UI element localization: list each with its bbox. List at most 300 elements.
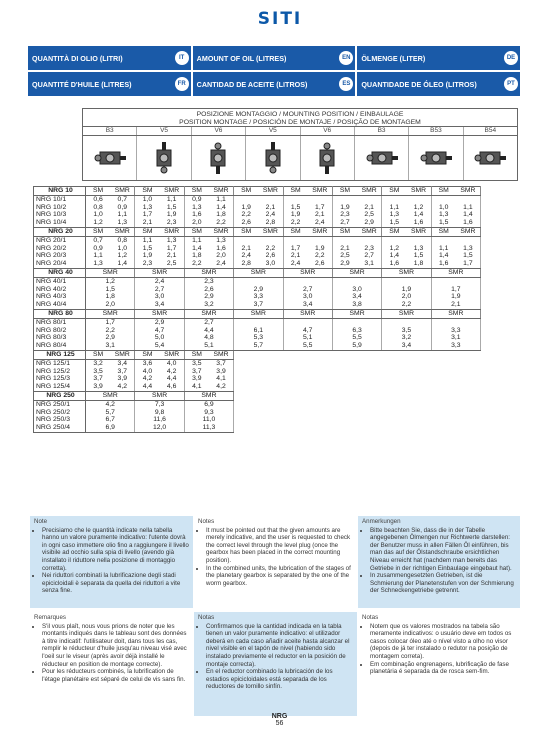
table-cell: 6,9 (86, 424, 135, 432)
sm-header: SM (431, 187, 456, 196)
table-row (34, 400, 481, 408)
table-row (34, 409, 481, 417)
table-cell: 3,9 (110, 375, 135, 383)
group-name: NRG 125 (34, 350, 86, 359)
table-cell: 1,7 (456, 260, 481, 268)
table-cell: 1,4 (192, 244, 202, 252)
smr-header: SMR (456, 187, 481, 196)
table-cell: 3,9 (192, 375, 202, 383)
table-cell: 1,7 (160, 245, 185, 253)
table-cell: 2,6 (234, 219, 259, 227)
position-code: B3 (83, 127, 137, 135)
smr-header: SMR (86, 309, 135, 318)
table-cell: 1,7 (290, 244, 301, 252)
note-de: Anmerkungen • Bitte beachten Sie, dass die in der Tabelle angegebenen Ölmengen nur Richtwerte darstellen: der Benutzer muss in allen Fällen Öl einführen, bis man das auf der Ölstandschraube ersichtlichen Niveau erreicht hat (nachdem man bereits das Getriebe in der richtigen Einbaulage eingebaut hat). • In zusammengesetzten Getrieben, ist die Schmierung der Planetenstufen von der Schmierung der Schneckengetriebe getrennt. (358, 516, 520, 608)
table-cell (283, 277, 332, 285)
smr-header: SMR (234, 309, 283, 318)
smr-header: SMR (357, 227, 382, 236)
flag-en-icon: EN (339, 51, 353, 65)
table-cell: 1,4 (406, 211, 431, 219)
table-cell: 2,1 (357, 204, 382, 212)
table-cell: 3,1 (86, 342, 135, 350)
smr-header: SMR (135, 309, 184, 318)
table-cell: 2,0 (382, 293, 431, 301)
smr-header: SMR (406, 187, 431, 196)
table-cell: 4,2 (209, 383, 234, 391)
oil-quantity-table (33, 186, 481, 433)
smr-header: SMR (110, 350, 135, 359)
table-cell: 2,2 (382, 301, 431, 309)
smr-header: SMR (184, 391, 233, 400)
smr-header: SMR (86, 391, 135, 400)
table-cell (456, 236, 481, 244)
table-cell (406, 195, 431, 203)
table-cell: 1,6 (431, 260, 456, 268)
table-cell: 3,4 (283, 301, 332, 309)
smr-header: SMR (209, 227, 234, 236)
table-row (34, 368, 481, 376)
table-cell: 3,3 (234, 293, 283, 301)
table-cell: 2,9 (86, 334, 135, 342)
table-cell: 1,5 (382, 219, 407, 227)
table-cell: 2,6 (258, 252, 283, 260)
table-cell (234, 318, 283, 326)
table-cell: 2,2 (308, 252, 333, 260)
table-cell: 1,2 (406, 204, 431, 212)
table-cell: 4,0 (160, 359, 185, 367)
position-code: B53 (409, 127, 463, 135)
group-name: NRG 80 (34, 309, 86, 318)
table-cell (308, 195, 333, 203)
table-cell (332, 318, 381, 326)
table-cell: 2,1 (241, 244, 251, 252)
table-cell: 2,9 (135, 318, 184, 326)
sm-header: SM (135, 227, 160, 236)
smr-header: SMR (283, 268, 332, 277)
table-cell: 1,4 (209, 204, 234, 212)
smr-header: SMR (382, 309, 431, 318)
table-cell: 5,1 (283, 334, 332, 342)
table-cell: 1,5 (290, 203, 301, 211)
row-label: NRG 80/1 (34, 318, 86, 326)
table-cell: 1,2 (86, 219, 111, 227)
table-cell: 1,3 (110, 219, 135, 227)
table-cell (332, 236, 357, 244)
table-cell: 0,6 (93, 195, 103, 203)
table-row (34, 293, 481, 301)
note-it: Note • Precisiamo che le quantità indicate nella tabella hanno un valore puramente indicativo: l'utente dovrà in ogni caso immettere olio fino a raggiungere il livello visibile ad occhio sulla spia di livello (avendo già installato il riduttore nella posizione di montaggio corretta). • Nei riduttori combinati la lubrificazione degli stadi epicicloidali è separata da quella dei riduttori a vite senza fine. (30, 516, 193, 608)
sm-header: SM (332, 187, 357, 196)
table-cell: 2,8 (234, 260, 259, 268)
table-cell: 3,1 (357, 260, 382, 268)
table-cell: 2,0 (209, 252, 234, 260)
notes-section (30, 516, 520, 716)
position-code: B3 (355, 127, 409, 135)
group-header-row (34, 187, 481, 196)
table-cell: 4,4 (160, 375, 185, 383)
table-cell: 4,7 (283, 327, 332, 335)
table-row (34, 211, 481, 219)
lang-header-fr: QUANTITÉ D'HUILE (LITRES) FR (28, 72, 191, 96)
table-cell (431, 318, 480, 326)
row-label: NRG 125/1 (34, 359, 86, 367)
flag-de-icon: DE (504, 51, 518, 65)
siti-logo: SITI (257, 9, 303, 29)
row-label: NRG 40/4 (34, 301, 86, 309)
smr-header: SMR (110, 187, 135, 196)
table-cell: 3,9 (209, 368, 234, 376)
sm-header: SM (382, 187, 407, 196)
table-cell: 1,8 (86, 293, 135, 301)
table-cell (431, 195, 456, 203)
table-cell: 1,2 (110, 252, 135, 260)
row-label: NRG 80/4 (34, 342, 86, 350)
table-cell (456, 195, 481, 203)
note-pt: Notas • Notem que os valores mostrados na tabela são meramente indicativos: o usuário deve em todos os casos colocar óleo até o nível visto a olho no visor (depois de já ter instalado o redutor na posição de montagem correta). • Em combinação engrenagens, lubrificação de fase planetária é separada da de rosca sem-fim. (358, 612, 520, 716)
position-codes-row (82, 126, 518, 135)
table-cell: 11,0 (184, 416, 233, 424)
table-cell: 2,2 (209, 219, 234, 227)
gearbox-v5-icon (146, 140, 182, 176)
table-cell (382, 277, 431, 285)
table-cell: 0,7 (93, 236, 103, 244)
smr-header: SMR (431, 309, 480, 318)
sm-header: SM (184, 187, 209, 196)
table-cell: 1,7 (308, 204, 333, 212)
table-cell (258, 236, 283, 244)
table-cell: 4,4 (184, 327, 233, 335)
lang-header-it: QUANTITÀ DI OLIO (LITRI) IT (28, 46, 191, 70)
table-row (34, 334, 481, 342)
page-footer (0, 713, 559, 727)
table-cell: 1,3 (456, 245, 481, 253)
row-label: NRG 80/2 (34, 327, 86, 335)
group-header-row (34, 309, 481, 318)
table-cell: 0,8 (93, 203, 103, 211)
table-cell: 2,2 (258, 245, 283, 253)
table-cell: 1,1 (209, 195, 234, 203)
smr-header: SMR (160, 227, 185, 236)
table-cell: 0,7 (110, 195, 135, 203)
table-cell: 2,9 (234, 286, 283, 294)
table-cell: 5,9 (332, 342, 381, 350)
table-cell: 1,4 (456, 211, 481, 219)
table-cell: 1,3 (160, 236, 185, 244)
gearbox-v5-combined-icon (255, 140, 291, 176)
row-label: NRG 250/1 (34, 400, 86, 408)
table-cell: 2,7 (357, 252, 382, 260)
table-cell: 0,9 (192, 195, 202, 203)
lang-header-pt: QUANTIDADE DE ÓLEO (LITROS) PT (357, 72, 520, 96)
smr-header: SMR (160, 350, 185, 359)
table-cell: 1,9 (308, 245, 333, 253)
table-cell: 3,4 (382, 342, 431, 350)
table-cell: 1,9 (382, 286, 431, 294)
table-cell: 9,8 (135, 409, 184, 417)
group-header-row (34, 391, 481, 400)
table-cell (258, 195, 283, 203)
smr-header: SMR (308, 187, 333, 196)
smr-header: SMR (332, 309, 381, 318)
table-cell (357, 195, 382, 203)
table-cell (382, 195, 407, 203)
table-cell: 1,2 (86, 277, 135, 285)
row-label: NRG 250/3 (34, 416, 86, 424)
table-cell: 1,6 (406, 219, 431, 227)
note-fr: Remarques • S'il vous plaît, nous vous prions de noter que les montants indiqués dans le tableau sont des données à titre indicatif: l'utilisateur doit, dans tous les cas, remplir le réducteur d'huile jusqu'au niveau visé avec l'oeil sur le viseur (après avoir déjà installé le réducteur en position de montage correcte). • Pour les réducteurs combinés, la lubrification de l'étage planétaire est séparé de celui de vis sans fin. (30, 612, 193, 716)
table-cell: 6,1 (234, 327, 283, 335)
table-cell: 3,2 (184, 301, 233, 309)
sm-header: SM (86, 350, 111, 359)
smr-header: SMR (357, 187, 382, 196)
table-cell: 1,3 (438, 211, 449, 219)
smr-header: SMR (431, 268, 480, 277)
table-cell: 5,3 (234, 334, 283, 342)
table-cell (283, 236, 308, 244)
sm-header: SM (382, 227, 407, 236)
table-cell: 1,0 (142, 195, 153, 203)
table-cell: 2,0 (184, 219, 209, 227)
table-cell: 2,1 (135, 219, 160, 227)
group-name: NRG 40 (34, 268, 86, 277)
table-cell: 6,9 (184, 400, 233, 408)
table-row (34, 301, 481, 309)
table-cell (332, 195, 357, 203)
table-cell: 1,4 (110, 260, 135, 268)
table-cell: 2,1 (258, 204, 283, 212)
table-cell: 3,0 (283, 293, 332, 301)
row-label: NRG 40/2 (34, 286, 86, 294)
smr-header: SMR (456, 227, 481, 236)
table-cell: 1,1 (389, 203, 400, 211)
row-label: NRG 20/3 (34, 252, 86, 260)
smr-header: SMR (135, 391, 184, 400)
table-cell: 2,6 (184, 286, 233, 294)
table-cell (283, 318, 332, 326)
table-row (34, 236, 481, 244)
table-row (34, 260, 481, 268)
note-en: Notes • It must be pointed out that the given amounts are merely indicative, and the user is requested to check the correct level through the level plug (once the gearbox has been placed in the correct mounting position). • In the combined units, the lubrication of the stages of the planetary gearbox is separated by the one of the worm gearbox. (194, 516, 357, 608)
sm-header: SM (184, 350, 209, 359)
table-cell: 1,9 (142, 252, 153, 260)
table-row (34, 327, 481, 335)
row-label: NRG 10/1 (34, 195, 86, 203)
table-cell: 3,0 (258, 260, 283, 268)
table-cell: 5,7 (86, 409, 135, 417)
table-cell: 3,7 (192, 367, 202, 375)
table-cell: 3,5 (382, 327, 431, 335)
table-row (34, 286, 481, 294)
table-cell: 4,2 (86, 400, 135, 408)
row-label: NRG 250/2 (34, 409, 86, 417)
table-cell: 1,3 (389, 211, 400, 219)
table-cell (406, 236, 431, 244)
position-title: POSIZIONE MONTAGGIO / MOUNTING POSITION / EINBAULAGE POSITION MONTAGE / POSICIÓN DE MONTAJE / POSIÇÃO DE MONTAGEM (82, 108, 518, 126)
table-cell: 7,3 (135, 400, 184, 408)
position-icons-row (82, 135, 518, 181)
table-cell: 2,4 (135, 277, 184, 285)
table-row (34, 219, 481, 227)
language-header-grid (28, 46, 520, 98)
table-cell: 3,4 (135, 301, 184, 309)
sm-header: SM (283, 187, 308, 196)
position-code: V6 (192, 127, 246, 135)
table-cell: 0,9 (110, 204, 135, 212)
table-cell: 1,2 (389, 244, 400, 252)
sm-header: SM (234, 187, 259, 196)
table-row (34, 342, 481, 350)
table-row (34, 277, 481, 285)
table-cell: 1,5 (160, 204, 185, 212)
table-row (34, 359, 481, 367)
gearbox-v6-combined-icon (309, 140, 345, 176)
table-cell: 1,9 (290, 211, 301, 219)
table-cell (308, 236, 333, 244)
position-code: V5 (246, 127, 300, 135)
table-cell: 1,5 (86, 286, 135, 294)
smr-header: SMR (160, 187, 185, 196)
table-cell: 4,2 (142, 375, 153, 383)
table-cell: 2,7 (184, 318, 233, 326)
table-cell: 2,8 (258, 219, 283, 227)
table-cell (431, 277, 480, 285)
table-cell: 2,4 (241, 252, 251, 260)
sm-header: SM (234, 227, 259, 236)
table-cell: 3,3 (431, 327, 480, 335)
table-cell: 1,4 (389, 252, 400, 260)
table-cell: 5,0 (135, 334, 184, 342)
table-cell: 1,9 (431, 293, 480, 301)
table-row (34, 252, 481, 260)
lang-header-es: CANTIDAD DE ACEITE (LITROS) ES (193, 72, 356, 96)
smr-header: SMR (209, 350, 234, 359)
group-header-row (34, 268, 481, 277)
table-cell: 4,4 (135, 383, 160, 391)
group-name: NRG 10 (34, 187, 86, 196)
table-row (34, 416, 481, 424)
table-cell: 2,1 (290, 252, 301, 260)
smr-header: SMR (332, 268, 381, 277)
row-label: NRG 40/1 (34, 277, 86, 285)
row-label: NRG 125/2 (34, 368, 86, 376)
table-cell: 4,1 (209, 375, 234, 383)
table-cell: 1,7 (142, 211, 153, 219)
table-cell: 12,0 (135, 424, 184, 432)
table-cell: 1,8 (209, 211, 234, 219)
row-label: NRG 20/2 (34, 245, 86, 253)
position-code: V5 (137, 127, 191, 135)
table-cell: 1,9 (160, 211, 185, 219)
smr-header: SMR (258, 227, 283, 236)
flag-es-icon: ES (339, 77, 353, 91)
smr-header: SMR (308, 227, 333, 236)
sm-header: SM (283, 227, 308, 236)
sm-header: SM (86, 187, 111, 196)
sm-header: SM (332, 227, 357, 236)
flag-fr-icon: FR (175, 77, 189, 91)
table-cell: 1,4 (438, 252, 449, 260)
smr-header: SMR (283, 309, 332, 318)
table-cell: 3,6 (142, 359, 153, 367)
table-cell (234, 236, 259, 244)
table-cell (283, 195, 308, 203)
sm-header: SM (135, 350, 160, 359)
flag-it-icon: IT (175, 51, 189, 65)
sm-header: SM (135, 187, 160, 196)
sm-header: SM (184, 227, 209, 236)
smr-header: SMR (184, 268, 233, 277)
table-cell: 1,5 (456, 252, 481, 260)
table-cell: 4,6 (160, 383, 185, 391)
table-cell: 1,5 (431, 219, 456, 227)
table-cell: 3,3 (431, 342, 480, 350)
table-cell: 2,3 (357, 245, 382, 253)
table-row (34, 318, 481, 326)
table-cell: 2,4 (209, 260, 234, 268)
table-cell: 2,9 (332, 260, 357, 268)
table-cell: 1,0 (110, 245, 135, 253)
gearbox-b3-combined-icon (364, 140, 400, 176)
product-code: NRG (271, 713, 288, 720)
row-label: NRG 10/2 (34, 204, 86, 212)
table-cell: 3,7 (110, 368, 135, 376)
table-cell: 3,9 (86, 383, 111, 391)
table-cell: 1,6 (382, 260, 407, 268)
table-cell: 3,5 (93, 367, 103, 375)
table-cell: 3,5 (192, 359, 202, 367)
table-cell: 1,5 (406, 252, 431, 260)
table-cell: 2,4 (283, 260, 308, 268)
table-row (34, 195, 481, 203)
table-cell: 5,7 (234, 342, 283, 350)
table-cell: 2,2 (283, 219, 308, 227)
table-cell: 2,5 (160, 260, 185, 268)
row-label: NRG 10/4 (34, 219, 86, 227)
row-label: NRG 250/4 (34, 424, 86, 432)
row-label: NRG 40/3 (34, 293, 86, 301)
table-cell: 1,8 (192, 252, 202, 260)
table-cell: 3,7 (209, 359, 234, 367)
table-row (34, 383, 481, 391)
table-cell: 4,7 (135, 327, 184, 335)
flag-pt-icon: PT (504, 77, 518, 91)
table-cell: 2,6 (308, 260, 333, 268)
group-header-row (34, 227, 481, 236)
smr-header: SMR (258, 187, 283, 196)
position-code: B54 (484, 127, 497, 134)
table-row (34, 245, 481, 253)
table-cell: 5,5 (283, 342, 332, 350)
table-cell: 3,4 (332, 293, 381, 301)
page-number: 56 (275, 720, 284, 727)
table-cell: 11,6 (135, 416, 184, 424)
table-cell: 1,3 (209, 236, 234, 244)
table-cell: 6,3 (332, 327, 381, 335)
table-cell: 5,1 (184, 342, 233, 350)
table-cell: 1,0 (438, 203, 449, 211)
table-cell: 1,1 (160, 195, 185, 203)
table-cell: 2,2 (184, 260, 209, 268)
group-name: NRG 20 (34, 227, 86, 236)
table-cell: 2,3 (160, 219, 185, 227)
table-cell: 2,1 (160, 252, 185, 260)
table-cell: 3,7 (234, 301, 283, 309)
table-cell: 4,2 (160, 368, 185, 376)
table-cell: 2,5 (357, 211, 382, 219)
table-cell: 2,0 (86, 301, 135, 309)
lang-header-en: AMOUNT OF OIL (LITRES) EN (193, 46, 356, 70)
table-cell: 2,2 (241, 211, 251, 219)
